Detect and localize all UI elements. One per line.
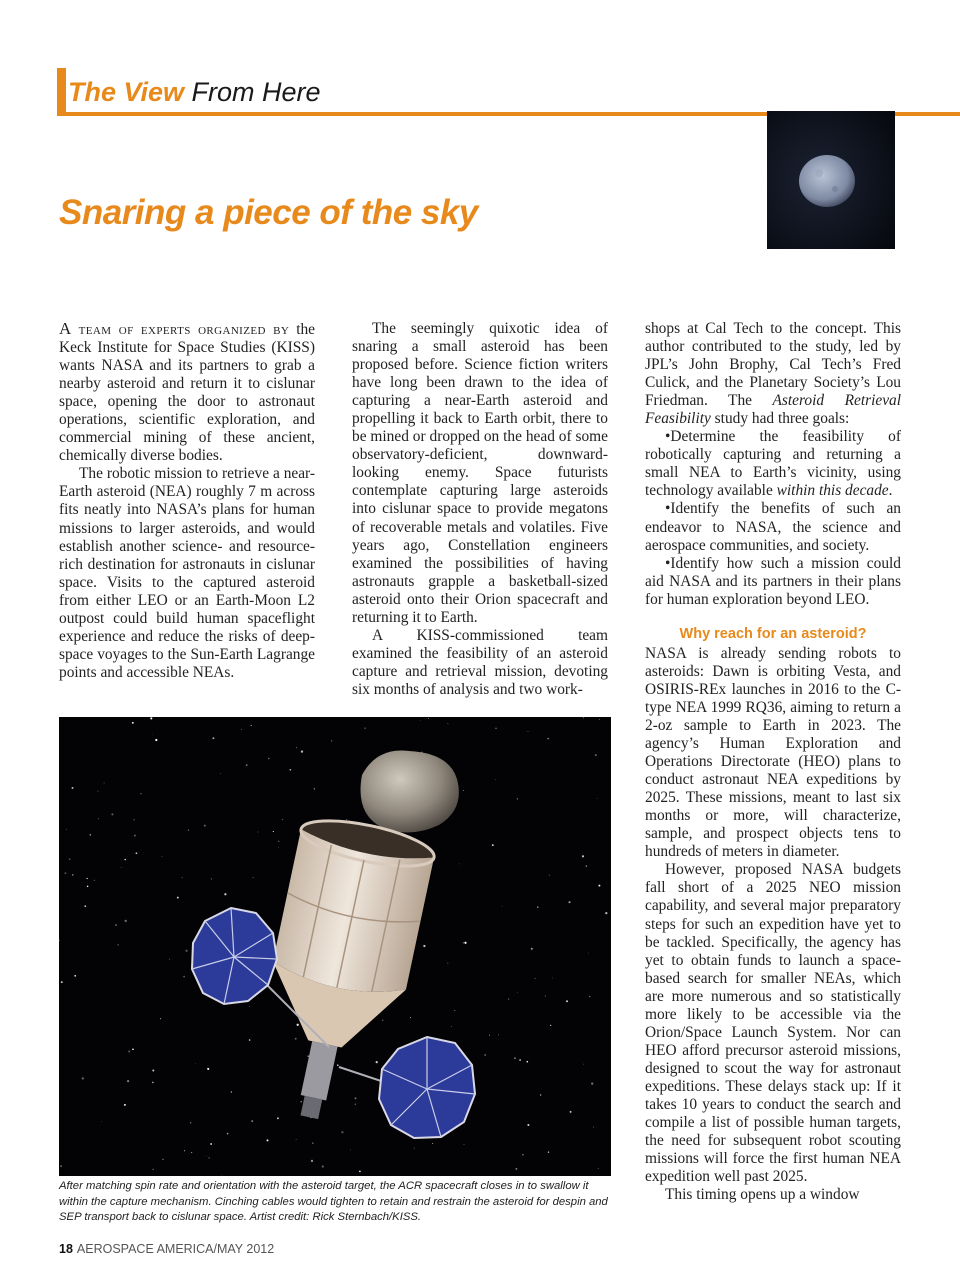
star: [605, 912, 607, 914]
star: [300, 1101, 301, 1102]
star: [410, 1017, 411, 1018]
star: [253, 877, 254, 878]
star: [526, 1061, 528, 1063]
study-title: Asteroid Retrieval Feasibility: [645, 392, 901, 428]
star: [136, 852, 138, 854]
star: [128, 1050, 130, 1052]
star: [111, 813, 113, 815]
star: [322, 1165, 324, 1167]
star: [508, 998, 510, 1000]
spacecraft-illustration: [59, 717, 611, 1176]
header-accent-bar: [57, 68, 66, 115]
text-run: study had three goals:: [710, 410, 850, 428]
star: [495, 728, 496, 729]
star: [459, 864, 460, 865]
star: [188, 829, 189, 830]
star: [140, 793, 141, 794]
star: [423, 945, 425, 947]
star: [550, 1025, 551, 1026]
star: [90, 834, 92, 836]
star: [125, 920, 127, 922]
star: [251, 1120, 253, 1122]
star: [86, 878, 87, 879]
star: [451, 1026, 452, 1027]
star: [599, 719, 600, 720]
star: [296, 747, 297, 748]
star: [278, 840, 280, 842]
star: [355, 1104, 356, 1105]
star: [155, 739, 157, 741]
star: [589, 996, 590, 997]
star: [463, 942, 464, 943]
star: [282, 819, 283, 820]
star: [331, 740, 332, 741]
star: [160, 1018, 161, 1019]
paragraph: The seemingly quixotic idea of snaring a small asteroid has been proposed before. Science fiction writers have long been drawn to the idea of capturing a near-Earth asteroid and propelling it back to Earth orbit, there to be mined or dropped on the head of some observatory-deficient, downward-looking enemy. Space futurists contemplate capturing large asteroids into cislunar space to provide megatons of recoverable metals and volatiles. Five years ago, Constellation engineers examined the possibilities of having astronauts grapple a basketball-sized asteroid onto their Orion spacecraft and returning it to Earth.: [352, 320, 608, 626]
page-footer: [59, 1242, 274, 1256]
star: [534, 978, 535, 979]
star: [98, 818, 99, 819]
star: [531, 948, 533, 950]
star: [428, 718, 429, 719]
star: [568, 901, 570, 903]
star: [448, 963, 449, 964]
star: [60, 1165, 62, 1167]
star: [515, 1168, 517, 1170]
star: [582, 855, 584, 857]
star: [127, 1080, 129, 1082]
star: [537, 906, 538, 907]
star: [221, 1175, 222, 1176]
star: [169, 959, 170, 960]
star: [190, 1122, 191, 1123]
star: [66, 829, 67, 830]
star: [447, 723, 448, 724]
paragraph: The robotic mission to retrieve a near-Earth asteroid (NEA) roughly 7 m across fits neatly into NASA’s plans for human missions to larger asteroids, and would establish another science- and resource-rich destination for astronauts in cislunar space. Visits to the captured asteroid from either LEO or an Earth-Moon L2 outpost could build human spaceflight experience and reduce the risks of deep-space voyages to the Sun-Earth Lagrange points and accessible NEAs.: [59, 465, 315, 681]
star: [566, 1000, 568, 1002]
star: [597, 798, 598, 799]
star: [61, 981, 63, 983]
star: [498, 1035, 499, 1036]
emphasis: within this decade: [776, 482, 889, 500]
star: [177, 897, 179, 899]
star: [273, 831, 274, 832]
star: [210, 1143, 212, 1145]
star: [593, 1127, 594, 1128]
star: [206, 1156, 207, 1157]
section-title-accent: The View: [68, 77, 185, 107]
star: [87, 886, 88, 887]
star: [365, 728, 366, 729]
paragraph: [645, 320, 901, 428]
star: [152, 734, 153, 735]
star: [314, 788, 315, 789]
star: [495, 779, 496, 780]
star: [249, 1006, 250, 1007]
star: [134, 835, 136, 837]
star: [454, 1010, 455, 1011]
star: [124, 1104, 126, 1106]
star: [311, 1160, 313, 1162]
star: [84, 905, 86, 907]
star: [583, 1064, 584, 1065]
star: [514, 1057, 516, 1059]
publication-name: AEROSPACE AMERICA/MAY 2012: [76, 1242, 275, 1256]
star: [220, 773, 221, 774]
text-column-3: [645, 320, 901, 1204]
star: [492, 844, 494, 846]
star: [64, 872, 66, 874]
star: [289, 769, 291, 771]
text-run: shops at Cal Tech to the concept. This author contributed to the study, led by JPL’s John Brophy, Cal Tech’s Fred Culick, and the Planetary Society’s Lou Friedman. The: [645, 320, 901, 410]
subheading: Why reach for an asteroid?: [679, 625, 867, 642]
star: [104, 783, 105, 784]
star: [522, 1154, 523, 1155]
star: [227, 1133, 229, 1135]
star: [528, 731, 529, 732]
star: [548, 1151, 549, 1152]
star: [376, 1061, 378, 1063]
paragraph-intro-rest: the Keck Institute for Space Studies (KISS) wants NASA and its partners to grab a nearby asteroid and return it to cislunar space, opening the door to astronaut operations, scientific exploration, and commercial mining of these ancient, chemically diverse bodies.: [59, 321, 316, 465]
section-title-rest: From Here: [184, 77, 321, 107]
star: [183, 976, 185, 978]
bullet-item: [645, 428, 901, 500]
star: [354, 1097, 356, 1099]
star: [241, 729, 242, 730]
star: [517, 798, 518, 799]
asteroid-photo: [767, 111, 895, 249]
star: [296, 1139, 297, 1140]
drop-cap: A: [59, 319, 72, 338]
star: [162, 856, 163, 857]
star: [337, 1064, 339, 1066]
star: [195, 1063, 196, 1064]
star: [185, 950, 187, 952]
star: [251, 725, 252, 726]
star: [382, 1020, 383, 1021]
star: [547, 738, 549, 740]
star: [74, 975, 76, 977]
star: [295, 1038, 297, 1040]
star: [484, 1054, 486, 1056]
page-number: 18: [59, 1242, 73, 1256]
star: [341, 1131, 343, 1133]
star: [132, 1048, 134, 1050]
star: [101, 1121, 102, 1122]
star: [152, 1169, 153, 1170]
paragraph-intro: [59, 320, 315, 465]
text-run: •Determine the feasibility of robotically capturing and returning a small NEA to Earth’s vicinity, using technology available: [645, 428, 901, 500]
star: [420, 720, 421, 721]
star: [117, 944, 118, 945]
star: [308, 1056, 309, 1057]
star: [591, 1082, 593, 1084]
text-column-1: [59, 320, 315, 682]
star: [212, 737, 214, 739]
star: [502, 906, 503, 907]
star: [125, 859, 126, 860]
star: [133, 819, 134, 820]
star: [414, 1148, 415, 1149]
star: [277, 1117, 279, 1119]
paragraph: A KISS-commissioned team examined the feasibility of an asteroid capture and retrieval mission, devoting six months of analysis and two work-: [352, 626, 608, 698]
star: [246, 764, 248, 766]
star: [115, 924, 117, 926]
star: [257, 831, 258, 832]
star: [249, 1039, 251, 1041]
paragraph: This timing opens up a window: [665, 1186, 860, 1204]
star: [132, 722, 134, 724]
star: [552, 978, 553, 979]
star: [586, 865, 587, 866]
star: [570, 1111, 572, 1113]
star: [598, 885, 600, 887]
star: [463, 790, 464, 791]
star: [464, 942, 466, 944]
star: [598, 1168, 599, 1169]
star: [432, 1143, 433, 1144]
star: [94, 880, 95, 881]
star: [191, 1152, 192, 1153]
star: [152, 1082, 154, 1084]
star: [583, 717, 584, 718]
star: [350, 1150, 351, 1151]
star: [545, 995, 546, 996]
star: [278, 847, 279, 848]
star: [98, 791, 99, 792]
star: [527, 1124, 529, 1126]
star: [211, 878, 212, 879]
text-column-2: [352, 320, 608, 699]
star: [182, 877, 183, 878]
star: [489, 1035, 490, 1036]
star: [359, 1171, 361, 1173]
star: [301, 750, 303, 752]
bullet-item: •Identify the benefits of such an endeavor to NASA, the science and aerospace communities, and society.: [645, 500, 901, 554]
star: [297, 1024, 299, 1026]
star: [208, 1157, 209, 1158]
star: [312, 1142, 314, 1144]
figure-caption: After matching spin rate and orientation with the asteroid target, the ACR spacecraft closes in to swallow it within the capture mechanism. Cinching cables would tighten to retain and restrain the asteroid for despin and SEP transport back to cislunar space. Artist credit: Rick Sternbach/KISS.: [59, 1180, 608, 1224]
star: [267, 1139, 269, 1141]
star: [464, 1144, 465, 1145]
star: [69, 858, 71, 860]
star: [72, 874, 74, 876]
article-headline: Snaring a piece of the sky: [59, 193, 478, 232]
paragraph: NASA is already sending robots to asteroids: Dawn is orbiting Vesta, and OSIRIS-REx launches in 2016 to the C-type NEA 1999 RQ36, aiming to return a 2-oz sample to Earth in 2023. The agency’s Human Exploration and Operations Directorate (HEO) plans to conduct astronaut NEA expeditions by 2025. These missions, meant to last six months or more, will characterize, sample, and prospect objects tens to hundreds of meters in diameter.: [645, 644, 901, 861]
star: [519, 1059, 521, 1061]
star: [224, 893, 226, 895]
star: [184, 1150, 185, 1151]
star: [150, 717, 152, 719]
star: [588, 953, 589, 954]
star: [595, 754, 597, 756]
star: [204, 825, 206, 827]
section-title: [68, 77, 321, 108]
star: [346, 819, 347, 820]
star: [82, 1077, 84, 1079]
text-run: .: [888, 482, 893, 500]
star: [268, 758, 270, 760]
star: [121, 867, 122, 868]
star: [540, 1094, 541, 1095]
star: [549, 875, 550, 876]
lead-in-smallcaps: team of experts organized by: [71, 321, 290, 338]
star: [152, 1070, 154, 1072]
star: [207, 1068, 209, 1070]
star: [517, 992, 518, 993]
paragraph: However, proposed NASA budgets fall short of a 2025 NEO mission capability, and several major preparatory steps for such an expedition have yet to be tackled. Specifically, the agency has yet to obtain funds to launch a space-based search for smaller NEAs, which are more numerous and so statistically more likely to be accessible via the Orion/Space Launch System. Nor can HEO afford precursor asteroid missions, designed to scout the way for astronaut expeditions. These delays stack up: If it takes 10 years to conduct the search and compile a list of possible human targets, the need for subsequent robot scouting missions will force the first human NEA expedition well past 2025.: [645, 861, 901, 1186]
star: [231, 1091, 232, 1092]
star: [72, 787, 74, 789]
bullet-item: •Identify how such a mission could aid NASA and its partners in their plans for human exploration beyond LEO.: [645, 554, 901, 608]
star: [162, 1159, 163, 1160]
